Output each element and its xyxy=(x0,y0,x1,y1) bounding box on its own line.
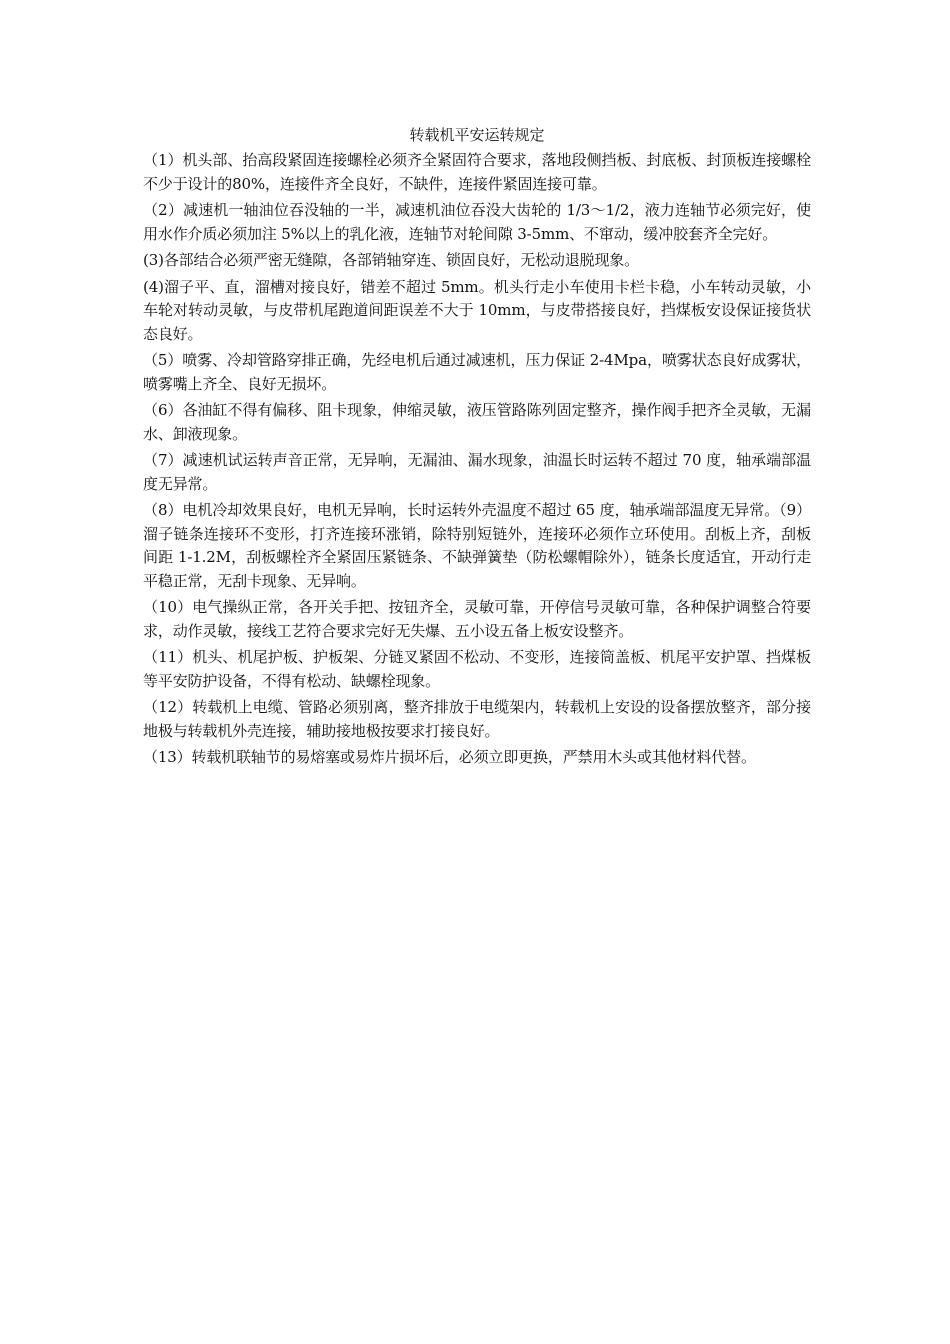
paragraph-8: （8）电机冷却效果良好，电机无异响，长时运转外壳温度不超过 65 度，轴承端部温度无异常。（9）溜子链条连接环不变形，打齐连接环涨销，除特别短链外，连接环必须作立环使用。刮板上齐，刮板间距 1-1.2M，刮板螺栓齐全紧固压紧链条、不缺弹簧垫（防松螺帽除外），链条长度适宜，开动行走平稳正常，无刮卡现象、无异响。 xyxy=(143,501,811,590)
paragraph-13: （13）转载机联轴节的易熔塞或易炸片损坏后，必须立即更换，严禁用木头或其他材料代替。 xyxy=(143,748,756,766)
paragraph-7: （7）减速机试运转声音正常，无异响，无漏油、漏水现象，油温长时运转不超过 70 度，轴承端部温度无异常。 xyxy=(143,451,811,493)
paragraph-4: (4)溜子平、直，溜槽对接良好，错差不超过 5mm。机头行走小车使用卡栏卡稳，小车转动灵敏，小车轮对转动灵敏，与皮带机尾跑道间距误差不大于 10mm，与皮带搭接良好，挡煤板安设保证接货状态良好。 xyxy=(143,277,811,343)
paragraph-12: （12）转载机上电缆、管路必须别离，整齐排放于电缆架内，转载机上安设的设备摆放整齐，部分接地极与转载机外壳连接，辅助接地极按要求打接良好。 xyxy=(143,698,811,740)
paragraph-10: （10）电气操纵正常，各开关手把、按钮齐全，灵敏可靠，开停信号灵敏可靠，各种保护调整合符要求，动作灵敏，接线工艺符合要求完好无失爆、五小设五备上板安设整齐。 xyxy=(143,598,811,640)
paragraph-5: （5）喷雾、冷却管路穿排正确，先经电机后通过减速机，压力保证 2-4Mpa，喷雾状态良好成雾状，喷雾嘴上齐全、良好无损坏。 xyxy=(143,351,811,393)
paragraph-3: (3)各部结合必须严密无缝隙，各部销轴穿连、锁固良好，无松动退脱现象。 xyxy=(143,251,640,269)
paragraph-11: （11）机头、机尾护板、护板架、分链叉紧固不松动、不变形，连接筒盖板、机尾平安护罩、挡煤板等平安防护设备，不得有松动、缺螺栓现象。 xyxy=(143,648,811,690)
document-page xyxy=(143,124,811,773)
paragraph-6: （6）各油缸不得有偏移、阻卡现象，伸缩灵敏，液压管路陈列固定整齐，操作阀手把齐全灵敏，无漏水、卸液现象。 xyxy=(143,401,811,443)
document-title: 转载机平安运转规定 xyxy=(409,126,545,144)
paragraph-2: （2）减速机一轴油位吞没轴的一半，减速机油位吞没大齿轮的 1/3～1/2，液力连轴节必须完好，使用水作介质必须加注 5%以上的乳化液，连轴节对轮间隙 3-5mm、不窜动，缓冲胶套齐全完好。 xyxy=(143,201,811,243)
paragraph-1: （1）机头部、抬高段紧固连接螺栓必须齐全紧固符合要求，落地段侧挡板、封底板、封顶板连接螺栓不少于设计的80%，连接件齐全良好，不缺件，连接件紧固连接可靠。 xyxy=(143,151,811,193)
